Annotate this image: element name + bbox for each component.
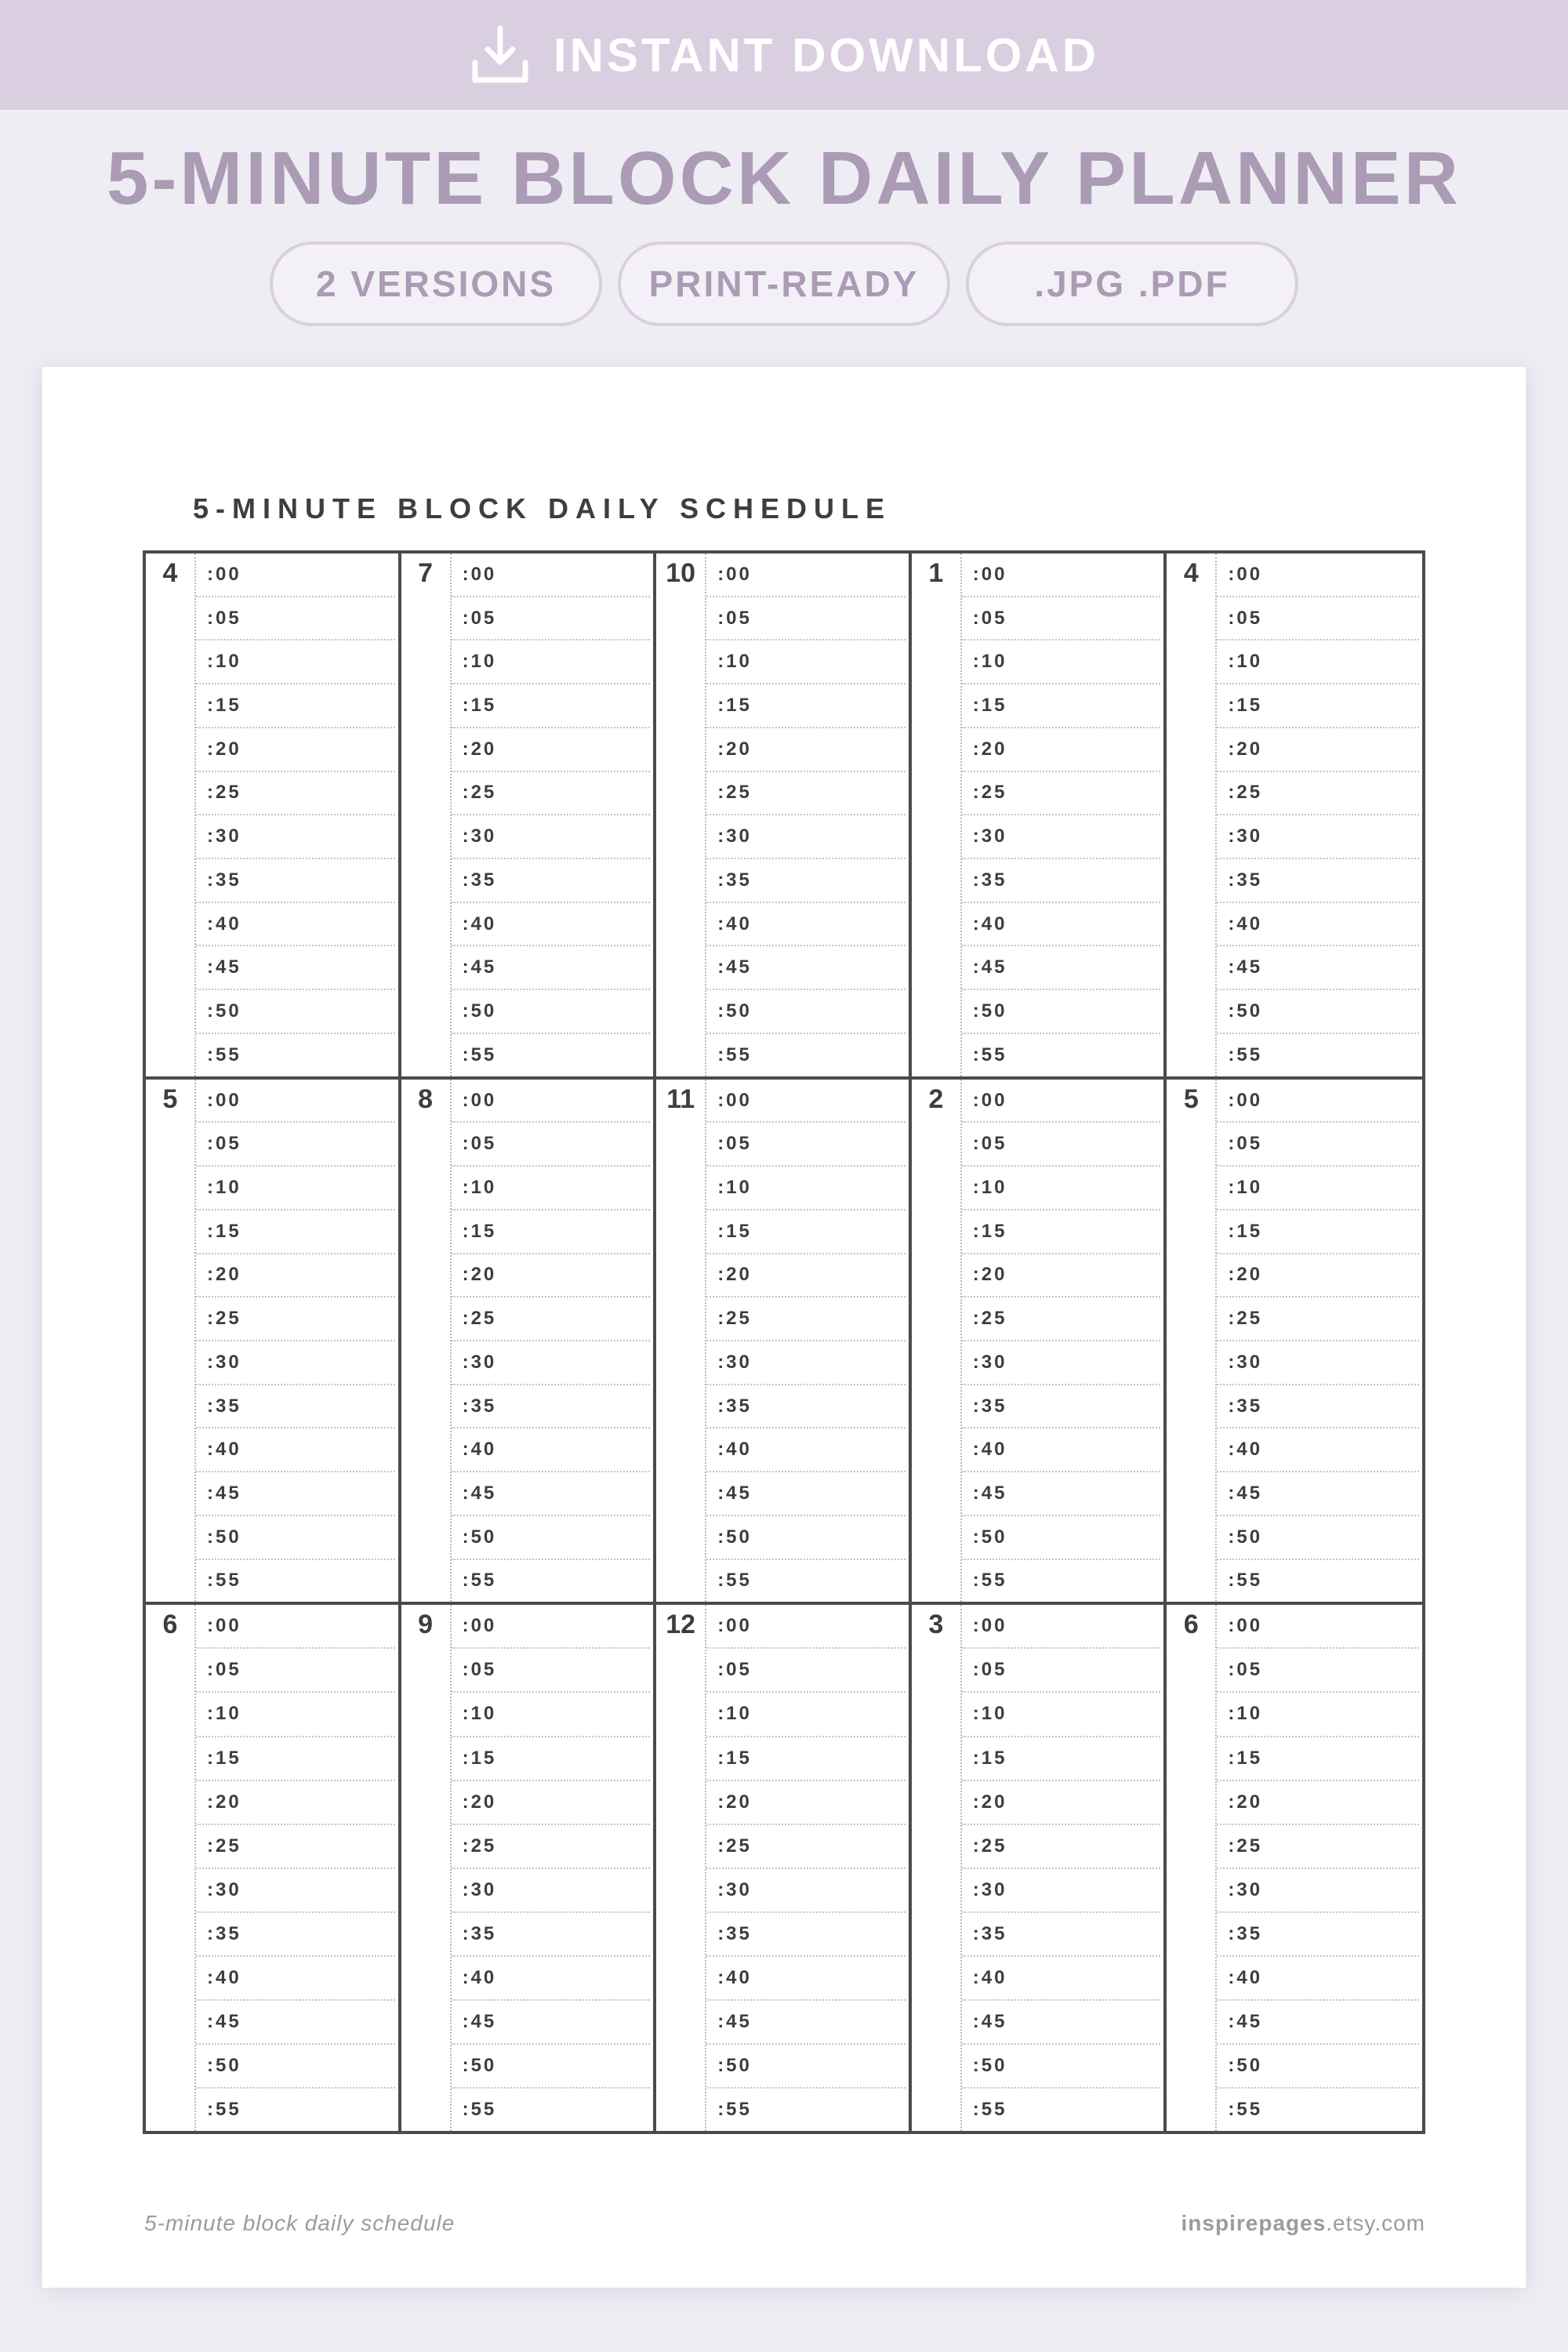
minute-slot[interactable]: :10: [452, 1693, 651, 1737]
minute-slot[interactable]: :10: [196, 641, 395, 684]
minute-slot[interactable]: :45: [1217, 946, 1419, 990]
feature-badges: [0, 241, 1568, 326]
minute-slot[interactable]: :50: [452, 2045, 651, 2089]
minute-slot[interactable]: :25: [452, 1298, 651, 1341]
minute-slot[interactable]: :00: [196, 1605, 395, 1649]
minute-slot[interactable]: :50: [962, 1516, 1161, 1560]
minute-slot[interactable]: :50: [1217, 2045, 1419, 2089]
minute-slot[interactable]: :10: [452, 1167, 651, 1210]
minute-slot[interactable]: :30: [452, 815, 651, 859]
minute-slot[interactable]: :50: [1217, 990, 1419, 1034]
minute-slot[interactable]: :00: [706, 1605, 906, 1649]
hour-block: [146, 1080, 401, 1606]
minute-slot[interactable]: :40: [196, 1428, 395, 1472]
minute-slot[interactable]: :15: [196, 684, 395, 728]
minute-slot[interactable]: :50: [706, 990, 906, 1034]
hour-block: [401, 1605, 657, 2131]
minute-slot[interactable]: :55: [462, 1044, 497, 1065]
minute-slot[interactable]: :05: [962, 1123, 1161, 1167]
minute-slot[interactable]: :40: [962, 1428, 1161, 1472]
minute-slot[interactable]: :25: [1217, 1298, 1419, 1341]
hour-block: [401, 554, 657, 1080]
minute-slot[interactable]: :25: [452, 1825, 651, 1869]
minute-slot[interactable]: :20: [1217, 1254, 1419, 1298]
hour-block: [401, 1080, 657, 1606]
minute-slot[interactable]: :30: [1217, 815, 1419, 859]
minute-slot[interactable]: :25: [196, 1825, 395, 1869]
minute-slot[interactable]: :10: [962, 641, 1161, 684]
minute-slot[interactable]: :30: [452, 1341, 651, 1385]
minute-slot[interactable]: :50: [196, 1516, 395, 1560]
minute-slot[interactable]: :15: [706, 1210, 906, 1254]
minute-slot[interactable]: :00: [1217, 1080, 1419, 1123]
hour-label: 5: [162, 1083, 178, 1114]
minute-slot[interactable]: :15: [452, 1210, 651, 1254]
minute-slot[interactable]: :20: [706, 1254, 906, 1298]
minute-slot[interactable]: :15: [452, 1737, 651, 1781]
minute-slot[interactable]: :00: [452, 1080, 651, 1123]
minute-slot[interactable]: :25: [196, 772, 395, 816]
minute-slot[interactable]: :40: [1217, 1957, 1419, 2001]
minute-slot[interactable]: :55: [462, 2099, 497, 2121]
minute-slot[interactable]: :20: [452, 1781, 651, 1825]
minute-slot[interactable]: :55: [207, 1044, 241, 1065]
minute-slot[interactable]: :35: [706, 1913, 906, 1957]
minute-slot[interactable]: :15: [706, 1737, 906, 1781]
minute-slot[interactable]: :50: [452, 990, 651, 1034]
minute-slot[interactable]: :55: [1228, 1570, 1263, 1592]
hour-label: 6: [1183, 1610, 1199, 1640]
minute-slot[interactable]: :25: [452, 772, 651, 816]
minute-slot[interactable]: :10: [1217, 1167, 1419, 1210]
minute-slot[interactable]: :05: [196, 1649, 395, 1693]
badge-formats: .JPG .PDF: [966, 241, 1298, 326]
minute-slots: [194, 1080, 395, 1602]
minute-slot[interactable]: :15: [1217, 1737, 1419, 1781]
minute-slot[interactable]: :55: [1228, 1044, 1263, 1065]
minute-slot[interactable]: :10: [452, 641, 651, 684]
minute-slot[interactable]: :45: [452, 946, 651, 990]
hour-label: 4: [162, 558, 178, 588]
minute-slot[interactable]: :40: [706, 1957, 906, 2001]
minute-slot[interactable]: :50: [452, 1516, 651, 1560]
minute-slot[interactable]: :35: [706, 859, 906, 903]
minute-slot[interactable]: :40: [706, 1428, 906, 1472]
minute-slots: [194, 1605, 395, 2131]
page-title: 5-MINUTE BLOCK DAILY PLANNER: [106, 136, 1462, 220]
minute-slot[interactable]: :25: [962, 1298, 1161, 1341]
minute-slot[interactable]: :45: [706, 1472, 906, 1516]
minute-slots: [1215, 1605, 1419, 2131]
minute-slot[interactable]: :05: [452, 597, 651, 641]
minute-slot[interactable]: :35: [452, 1913, 651, 1957]
minute-slot[interactable]: :05: [706, 597, 906, 641]
minute-slot[interactable]: :35: [452, 1385, 651, 1429]
minute-slots: [450, 1605, 651, 2131]
minute-slot[interactable]: :15: [1217, 1210, 1419, 1254]
minute-slot[interactable]: :10: [706, 1693, 906, 1737]
minute-slot[interactable]: :00: [196, 554, 395, 597]
minute-slot[interactable]: :30: [196, 815, 395, 859]
minute-slot[interactable]: :10: [1217, 1693, 1419, 1737]
minute-slot[interactable]: :30: [962, 1341, 1161, 1385]
minute-slot[interactable]: :20: [962, 1254, 1161, 1298]
minute-slot[interactable]: :55: [717, 1570, 752, 1592]
hour-label: 7: [418, 558, 434, 588]
minute-slot[interactable]: :05: [962, 597, 1161, 641]
minute-slot[interactable]: :15: [1217, 684, 1419, 728]
minute-slot[interactable]: :35: [962, 1385, 1161, 1429]
hour-label: 11: [666, 1083, 695, 1114]
minute-slot[interactable]: :25: [1217, 1825, 1419, 1869]
hour-block: [1167, 1605, 1422, 2131]
hour-block: [656, 1080, 912, 1606]
minute-slot[interactable]: :30: [196, 1869, 395, 1913]
minute-slot[interactable]: :35: [1217, 859, 1419, 903]
minute-slot[interactable]: :30: [1217, 1869, 1419, 1913]
minute-slot[interactable]: :35: [1217, 1385, 1419, 1429]
minute-slot[interactable]: :55: [972, 2099, 1007, 2121]
minute-slot[interactable]: :35: [962, 1913, 1161, 1957]
minute-slot[interactable]: :20: [1217, 1781, 1419, 1825]
hour-label: 2: [928, 1083, 944, 1114]
minute-slot[interactable]: :00: [452, 1605, 651, 1649]
minute-slot[interactable]: :20: [196, 728, 395, 772]
minute-slot[interactable]: :25: [962, 772, 1161, 816]
minute-slot[interactable]: :50: [1217, 1516, 1419, 1560]
minute-slot[interactable]: :55: [972, 1570, 1007, 1592]
minute-slot[interactable]: :15: [962, 1210, 1161, 1254]
minute-slots: [450, 554, 651, 1076]
minute-slot[interactable]: :40: [706, 903, 906, 947]
minute-slot[interactable]: :10: [706, 1167, 906, 1210]
minute-slot[interactable]: :15: [962, 1737, 1161, 1781]
hour-label: 9: [418, 1610, 434, 1640]
minute-slot[interactable]: :50: [706, 2045, 906, 2089]
minute-slot[interactable]: :30: [706, 1341, 906, 1385]
schedule-grid: [143, 550, 1425, 2134]
minute-slot[interactable]: :45: [706, 946, 906, 990]
minute-slot[interactable]: :00: [196, 1080, 395, 1123]
hour-label: 4: [1183, 558, 1199, 588]
minute-slot[interactable]: :35: [196, 1385, 395, 1429]
minute-slot[interactable]: :20: [962, 1781, 1161, 1825]
minute-slot[interactable]: :45: [1217, 2001, 1419, 2045]
minute-slot[interactable]: :35: [1217, 1913, 1419, 1957]
minute-slots: [705, 1080, 906, 1602]
minute-slot[interactable]: :05: [706, 1649, 906, 1693]
minute-slot[interactable]: :55: [1228, 2099, 1263, 2121]
minute-slot[interactable]: :00: [706, 1080, 906, 1123]
badge-versions: 2 VERSIONS: [270, 241, 602, 326]
minute-slot[interactable]: :05: [196, 597, 395, 641]
minute-slots: [705, 1605, 906, 2131]
hour-label: 1: [928, 558, 944, 588]
minute-slot[interactable]: :20: [706, 728, 906, 772]
hour-block: [656, 1605, 912, 2131]
minute-slot[interactable]: :00: [962, 1605, 1161, 1649]
minute-slot[interactable]: :50: [196, 2045, 395, 2089]
minute-slot[interactable]: :35: [452, 859, 651, 903]
minute-slot[interactable]: :25: [706, 772, 906, 816]
hour-block: [1167, 554, 1422, 1080]
minute-slot[interactable]: :45: [196, 1472, 395, 1516]
minute-slot[interactable]: :25: [706, 1825, 906, 1869]
minute-slot[interactable]: :10: [962, 1167, 1161, 1210]
minute-slot[interactable]: :45: [1217, 1472, 1419, 1516]
minute-slot[interactable]: :10: [1217, 641, 1419, 684]
minute-slot[interactable]: :55: [717, 1044, 752, 1065]
minute-slot[interactable]: :25: [706, 1298, 906, 1341]
minute-slot[interactable]: :40: [452, 903, 651, 947]
minute-slots: [960, 1080, 1161, 1602]
minute-slot[interactable]: :25: [196, 1298, 395, 1341]
minute-slots: [194, 554, 395, 1076]
minute-slot[interactable]: :00: [1217, 554, 1419, 597]
minute-slot[interactable]: :30: [1217, 1341, 1419, 1385]
minute-slot[interactable]: :25: [1217, 772, 1419, 816]
minute-slot[interactable]: :35: [196, 1913, 395, 1957]
minute-slot[interactable]: :35: [962, 859, 1161, 903]
minute-slot[interactable]: :30: [452, 1869, 651, 1913]
minute-slot[interactable]: :40: [452, 1428, 651, 1472]
minute-slot[interactable]: :15: [196, 1737, 395, 1781]
minute-slot[interactable]: :05: [1217, 1649, 1419, 1693]
schedule-title: 5-MINUTE BLOCK DAILY SCHEDULE: [193, 492, 892, 524]
badge-print-ready: PRINT-READY: [618, 241, 950, 326]
minute-slot[interactable]: :05: [196, 1123, 395, 1167]
minute-slot[interactable]: :45: [962, 2001, 1161, 2045]
minute-slot[interactable]: :55: [972, 1044, 1007, 1065]
minute-slot[interactable]: :20: [196, 1254, 395, 1298]
minute-slot[interactable]: :45: [706, 2001, 906, 2045]
hour-label: 10: [666, 558, 696, 588]
hour-block: [656, 554, 912, 1080]
banner-text: INSTANT DOWNLOAD: [553, 28, 1100, 82]
minute-slot[interactable]: :05: [452, 1123, 651, 1167]
hour-block: [146, 554, 401, 1080]
shop-name: inspirepages: [1181, 2211, 1327, 2235]
minute-slot[interactable]: :05: [962, 1649, 1161, 1693]
minute-slot[interactable]: :30: [196, 1341, 395, 1385]
minute-slot[interactable]: :30: [706, 815, 906, 859]
minute-slot[interactable]: :20: [1217, 728, 1419, 772]
minute-slot[interactable]: :25: [962, 1825, 1161, 1869]
minute-slot[interactable]: :05: [452, 1649, 651, 1693]
hour-block: [912, 1080, 1167, 1606]
minute-slot[interactable]: :50: [196, 990, 395, 1034]
minute-slot[interactable]: :00: [1217, 1605, 1419, 1649]
minute-slot[interactable]: :20: [962, 728, 1161, 772]
hour-block: [1167, 1080, 1422, 1606]
minute-slot[interactable]: :40: [196, 903, 395, 947]
minute-slot[interactable]: :10: [706, 641, 906, 684]
minute-slots: [960, 554, 1161, 1076]
hour-label: 12: [666, 1610, 696, 1640]
minute-slot[interactable]: :20: [196, 1781, 395, 1825]
hour-label: 6: [162, 1610, 178, 1640]
download-banner[interactable]: [0, 0, 1568, 110]
minute-slot[interactable]: :30: [706, 1869, 906, 1913]
minute-slot[interactable]: :20: [452, 1254, 651, 1298]
minute-slot[interactable]: :10: [196, 1693, 395, 1737]
minute-slots: [960, 1605, 1161, 2131]
minute-slot[interactable]: :40: [962, 1957, 1161, 2001]
minute-slot[interactable]: :50: [962, 2045, 1161, 2089]
minute-slot[interactable]: :15: [196, 1210, 395, 1254]
minute-slot[interactable]: :40: [1217, 1428, 1419, 1472]
minute-slot[interactable]: :20: [706, 1781, 906, 1825]
minute-slot[interactable]: :55: [462, 1570, 497, 1592]
minute-slot[interactable]: :45: [452, 2001, 651, 2045]
hour-label: 8: [418, 1083, 434, 1114]
minute-slot[interactable]: :15: [962, 684, 1161, 728]
minute-slot[interactable]: :00: [962, 554, 1161, 597]
minute-slot[interactable]: :30: [962, 1869, 1161, 1913]
minute-slot[interactable]: :45: [452, 1472, 651, 1516]
minute-slot[interactable]: :55: [717, 2099, 752, 2121]
minute-slot[interactable]: :00: [706, 554, 906, 597]
minute-slot[interactable]: :40: [1217, 903, 1419, 947]
minute-slot[interactable]: :35: [706, 1385, 906, 1429]
minute-slot[interactable]: :15: [706, 684, 906, 728]
minute-slot[interactable]: :45: [962, 946, 1161, 990]
minute-slot[interactable]: :45: [196, 946, 395, 990]
footer-caption: 5-minute block daily schedule: [144, 2211, 456, 2235]
hour-label: 5: [1183, 1083, 1199, 1114]
minute-slots: [450, 1080, 651, 1602]
hour-block: [146, 1605, 401, 2131]
minute-slot[interactable]: :55: [207, 2099, 241, 2121]
minute-slot[interactable]: :40: [196, 1957, 395, 2001]
minute-slot[interactable]: :40: [962, 903, 1161, 947]
minute-slot[interactable]: :10: [196, 1167, 395, 1210]
minute-slot[interactable]: :40: [452, 1957, 651, 2001]
planner-sheet: [42, 367, 1526, 2288]
minute-slots: [1215, 1080, 1419, 1602]
minute-slot[interactable]: :50: [962, 990, 1161, 1034]
minute-slot[interactable]: :10: [962, 1693, 1161, 1737]
minute-slot[interactable]: :55: [207, 1570, 241, 1592]
minute-slots: [1215, 554, 1419, 1076]
minute-slot[interactable]: :00: [962, 1080, 1161, 1123]
minute-slot[interactable]: :00: [452, 554, 651, 597]
minute-slot[interactable]: :50: [706, 1516, 906, 1560]
minute-slot[interactable]: :45: [962, 1472, 1161, 1516]
minute-slot[interactable]: :30: [962, 815, 1161, 859]
download-icon: [469, 24, 532, 86]
minute-slots: [705, 554, 906, 1076]
minute-slot[interactable]: :05: [1217, 1123, 1419, 1167]
hour-block: [912, 1605, 1167, 2131]
footer-shop-link[interactable]: [1181, 2211, 1425, 2236]
hour-block: [912, 554, 1167, 1080]
minute-slot[interactable]: :35: [196, 859, 395, 903]
hour-label: 3: [928, 1610, 944, 1640]
minute-slot[interactable]: :15: [452, 684, 651, 728]
minute-slot[interactable]: :20: [452, 728, 651, 772]
shop-domain: .etsy.com: [1326, 2211, 1425, 2235]
minute-slot[interactable]: :05: [706, 1123, 906, 1167]
minute-slot[interactable]: :45: [196, 2001, 395, 2045]
minute-slot[interactable]: :05: [1217, 597, 1419, 641]
